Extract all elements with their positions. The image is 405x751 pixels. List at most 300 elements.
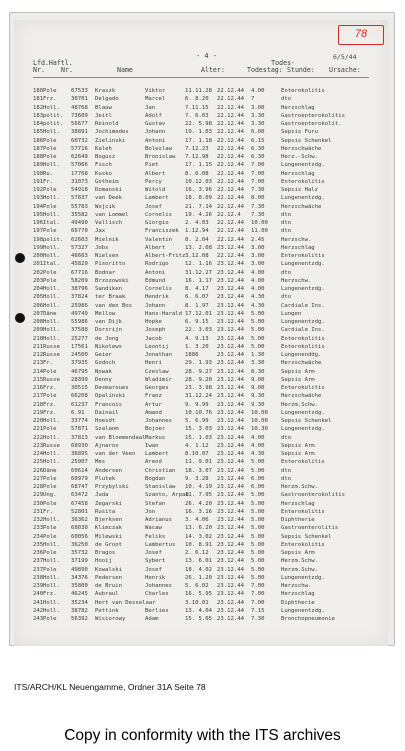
- row-cause: Lungenentzdg.: [281, 162, 325, 169]
- row-cause: Sepsis Halz: [281, 187, 319, 193]
- row-prisoner-number: 30701: [71, 96, 88, 103]
- row-death-date: 23.12.44: [217, 525, 244, 532]
- table-row: [33, 211, 373, 219]
- punch-hole: [15, 253, 25, 263]
- row-death-date: 22.12.44: [217, 129, 244, 136]
- row-birth-date: 5. 6.99: [185, 418, 209, 424]
- row-cause: Herzschlag: [281, 170, 315, 177]
- row-first-name: Christian: [145, 467, 176, 474]
- table-row: [33, 285, 373, 293]
- row-first-name: Josef: [145, 203, 162, 210]
- row-death-hour: 7.00: [251, 591, 265, 598]
- row-number: 211: [33, 343, 44, 350]
- table-row: [33, 376, 373, 384]
- table-row: [33, 120, 373, 128]
- row-surname: Sandiken: [95, 286, 122, 292]
- row-death-hour: 4.30: [251, 451, 265, 457]
- row-prisoner-number: 57871: [71, 426, 88, 433]
- row-surname: Jeitl: [95, 112, 112, 119]
- row-birth-date: 8.10.07: [185, 451, 209, 457]
- row-nationality: Pole: [43, 525, 57, 532]
- row-cause: Herz.-Schw.: [281, 154, 319, 160]
- row-birth-date: 10.10.76: [185, 409, 212, 416]
- row-nationality: Holl.: [43, 319, 60, 325]
- row-birth-date: 14. 3.02: [185, 533, 212, 540]
- row-prisoner-number: 60732: [71, 137, 88, 144]
- row-nationality: Holl.: [43, 607, 60, 614]
- row-death-hour: 4.00: [251, 442, 265, 449]
- row-number: 223: [33, 442, 44, 449]
- row-death-hour: 7.15: [251, 607, 265, 614]
- table-row: [33, 335, 373, 343]
- row-death-hour: 5.00: [251, 327, 265, 334]
- row-first-name: Sybert: [145, 558, 166, 565]
- row-nationality: Pole: [43, 228, 57, 235]
- row-nationality: Holl.: [43, 451, 60, 457]
- header-col-age: Alter:: [201, 66, 225, 74]
- row-nationality: Frz.: [43, 401, 57, 408]
- row-first-name: Bojoer: [145, 426, 166, 433]
- row-death-date: 23.12.44: [217, 360, 244, 367]
- row-first-name: Rodrigo: [145, 261, 169, 268]
- row-death-date: 22.12.44: [217, 236, 244, 243]
- table-row: [33, 491, 373, 499]
- row-number: 220: [33, 418, 44, 424]
- table-row: [33, 137, 373, 145]
- header-col-no: Nr.: [33, 66, 45, 74]
- row-birth-date: 16. 3.96: [185, 187, 212, 193]
- row-cause: Herzschw.: [281, 277, 312, 284]
- row-first-name: Bronislaw: [145, 154, 176, 160]
- row-prisoner-number: 17768: [71, 170, 88, 177]
- row-surname: Francois: [95, 401, 122, 408]
- row-nationality: Ital.: [43, 261, 60, 268]
- row-birth-date: 6. 8.20: [185, 96, 209, 103]
- row-first-name: Albert: [145, 170, 166, 177]
- row-death-date: 23.12.44: [217, 492, 244, 499]
- row-death-date: 23.12.44: [217, 327, 244, 334]
- row-number: 225: [33, 459, 44, 466]
- row-surname: Nikolews: [95, 343, 122, 350]
- row-first-name: Lambert: [145, 451, 169, 457]
- table-row: [33, 153, 373, 161]
- row-cause: dto: [281, 269, 292, 276]
- row-number: 232: [33, 517, 44, 523]
- row-nationality: Pole: [43, 277, 57, 284]
- row-first-name: Albert: [145, 244, 166, 251]
- row-number: 236: [33, 550, 44, 556]
- row-birth-date: 7. 6.03: [185, 112, 209, 119]
- row-nationality: polit.: [43, 112, 64, 119]
- row-prisoner-number: 25277: [71, 335, 88, 342]
- row-cause: Herzschwäche: [281, 203, 322, 210]
- row-birth-date: 2. 4.03: [185, 220, 209, 226]
- row-first-name: Boleslaw: [145, 145, 172, 152]
- row-prisoner-number: 34376: [71, 574, 88, 581]
- row-death-hour: 7.30: [251, 203, 265, 210]
- row-number: 186: [33, 137, 44, 144]
- row-birth-date: 31.12.27: [185, 269, 212, 276]
- row-first-name: Josef: [145, 550, 162, 556]
- table-row: [33, 145, 373, 153]
- row-birth-date: 7.12.23: [185, 145, 209, 152]
- row-cause: Cardiale Ins.: [281, 327, 325, 334]
- row-number: 240: [33, 591, 44, 598]
- row-death-date: 22.12.44: [217, 154, 244, 160]
- table-row: [33, 359, 373, 367]
- row-surname: Desmaroues: [95, 385, 129, 391]
- row-prisoner-number: 57837: [71, 195, 88, 202]
- row-prisoner-number: 68747: [71, 484, 88, 490]
- row-nationality: Holl.: [43, 294, 60, 301]
- row-death-hour: 5.00: [251, 533, 265, 540]
- row-death-date: 23.12.44: [217, 418, 244, 424]
- row-nationality: Russe: [43, 352, 60, 358]
- row-cause: Sepsis Furu: [281, 129, 319, 136]
- row-death-hour: 6.30: [251, 154, 265, 160]
- row-first-name: Edmund: [145, 277, 166, 284]
- row-birth-date: 13. 6.01: [185, 558, 212, 565]
- row-number: 219: [33, 409, 44, 416]
- row-number: 233: [33, 525, 44, 532]
- row-cause: Diphtherie: [281, 517, 315, 523]
- row-surname: ter Braak: [95, 294, 126, 301]
- row-cause: Gastroenterokolitis: [281, 112, 345, 119]
- row-number: 237: [33, 558, 44, 565]
- row-first-name: Lambert: [145, 195, 169, 202]
- row-nationality: Holl.: [43, 574, 60, 581]
- row-nationality: Pole: [43, 566, 57, 573]
- row-number: 193: [33, 195, 44, 202]
- row-prisoner-number: 57716: [71, 145, 88, 152]
- row-prisoner-number: 66770: [71, 228, 88, 235]
- row-nationality: Pole: [43, 154, 57, 160]
- row-death-hour: 7.00: [251, 599, 265, 606]
- row-nationality: Frz.: [43, 409, 57, 416]
- row-cause: Lungenentzdg.: [281, 409, 325, 416]
- row-prisoner-number: 38782: [71, 607, 88, 614]
- row-first-name: Albert-Fritz: [145, 253, 186, 259]
- row-prisoner-number: 62603: [71, 236, 88, 243]
- row-surname: Hoesdt: [95, 418, 116, 424]
- row-nationality: Pole: [43, 475, 57, 482]
- table-row: [33, 87, 373, 95]
- row-surname: Geier: [95, 352, 112, 358]
- row-nationality: Russe: [43, 343, 60, 350]
- row-nationality: Frz.: [43, 385, 57, 391]
- row-nationality: Holl.: [43, 244, 60, 251]
- row-surname: Jax: [95, 228, 106, 235]
- row-first-name: Henri: [145, 360, 162, 367]
- row-prisoner-number: 49490: [71, 220, 88, 226]
- row-birth-date: 7.12.98: [185, 154, 209, 160]
- row-number: 180: [33, 88, 44, 94]
- row-prisoner-number: 38891: [71, 129, 88, 136]
- header-col-name: Name: [117, 66, 133, 74]
- row-death-date: 22.12.44: [217, 178, 244, 185]
- row-surname: Brzozowski: [95, 277, 129, 284]
- row-birth-date: 19. 1.03: [185, 129, 212, 136]
- row-prisoner-number: 67458: [71, 500, 88, 507]
- row-number: 237: [33, 566, 44, 573]
- row-surname: Rusita: [95, 508, 116, 515]
- table-row: [33, 557, 373, 565]
- row-number: 192: [33, 187, 44, 193]
- table-row: [33, 434, 373, 442]
- row-birth-date: 13. 2.08: [185, 244, 212, 251]
- row-first-name: Amand: [145, 409, 162, 416]
- row-number: 200: [33, 253, 44, 259]
- row-first-name: Berlies: [145, 607, 169, 614]
- row-cause: Enterokolitis: [281, 541, 325, 548]
- row-nationality: Holl.: [43, 558, 60, 565]
- row-death-hour: 4.00: [251, 88, 265, 94]
- row-prisoner-number: 62649: [71, 154, 88, 160]
- row-cause: Gastroenterolitis: [281, 525, 339, 532]
- row-birth-date: 17.12.01: [185, 310, 212, 317]
- row-cause: Lungenentzdg.: [281, 426, 325, 433]
- row-first-name: Wladimir: [145, 376, 172, 383]
- row-death-date: 23.12.44: [217, 393, 244, 400]
- row-death-hour: 5.00: [251, 541, 265, 548]
- archive-stamp: [338, 25, 384, 45]
- row-death-hour: 3.00: [251, 244, 265, 251]
- table-row: [33, 227, 373, 235]
- row-prisoner-number: 37588: [71, 327, 88, 334]
- row-first-name: Hans-Harald: [145, 310, 183, 317]
- row-cause: Bronchopneumonie: [281, 616, 335, 622]
- row-death-hour: 7.00: [251, 178, 265, 185]
- row-death-date: 22.12.44: [217, 187, 244, 193]
- row-nationality: Pole: [43, 88, 57, 94]
- row-nationality: Holl.: [43, 253, 60, 259]
- row-first-name: Johannes: [145, 583, 172, 589]
- table-row: [33, 458, 373, 466]
- row-birth-date: 16. 5.95: [185, 591, 212, 598]
- row-surname: Gotheim: [95, 178, 119, 185]
- row-prisoner-number: 67716: [71, 269, 88, 276]
- row-prisoner-number: 37813: [71, 434, 88, 441]
- row-birth-date: 11. 9.01: [185, 459, 212, 466]
- row-first-name: Artur: [145, 401, 162, 408]
- row-surname: Milewski: [95, 533, 122, 540]
- row-cause: Sepsis Arm: [281, 376, 315, 383]
- row-death-date: 23.12.44: [217, 434, 244, 441]
- row-nationality: Holl.: [43, 104, 60, 111]
- row-number: 207: [33, 310, 44, 317]
- row-surname: Domanski: [95, 187, 122, 193]
- row-prisoner-number: 25907: [71, 459, 88, 466]
- row-death-hour: 4.00: [251, 286, 265, 292]
- row-number: 209: [33, 327, 44, 334]
- table-row: [33, 574, 373, 582]
- table-row: [33, 401, 373, 409]
- punch-hole: [15, 313, 25, 323]
- row-surname: Mielnik: [95, 236, 119, 243]
- row-prisoner-number: 30515: [71, 385, 88, 391]
- row-number: 203: [33, 277, 44, 284]
- row-first-name: Antoni: [145, 269, 166, 276]
- row-prisoner-number: 66208: [71, 393, 88, 400]
- row-nationality: Holl.: [43, 599, 60, 606]
- row-number: 238: [33, 574, 44, 581]
- row-prisoner-number: 56677: [71, 121, 88, 127]
- row-cause: Herzm.Schw.: [281, 484, 319, 490]
- table-row: [33, 244, 373, 252]
- row-death-date: 22.12.44: [217, 96, 244, 103]
- row-birth-date: 8. 2.04: [185, 236, 209, 243]
- table-row: [33, 277, 373, 285]
- row-number: 239: [33, 583, 44, 589]
- row-death-hour: 5.00: [251, 335, 265, 342]
- row-first-name: Franz: [145, 393, 162, 400]
- row-number: 217: [33, 393, 44, 400]
- row-surname: Nielsen: [95, 253, 119, 259]
- row-first-name: Feliks: [145, 533, 166, 540]
- row-prisoner-number: 67533: [71, 88, 88, 94]
- row-surname: Bogusz: [95, 154, 116, 160]
- row-number: 182: [33, 104, 44, 111]
- row-nationality: Fr.: [43, 360, 54, 367]
- row-surname: Kusko: [95, 170, 112, 177]
- row-surname: van Lommel: [95, 211, 129, 218]
- row-death-date: 22.12.44: [217, 220, 244, 226]
- row-nationality: Pole: [43, 426, 57, 433]
- row-number: 235: [33, 541, 44, 548]
- row-surname: Nowak: [95, 368, 112, 375]
- row-death-date: 22.12.44: [217, 121, 244, 127]
- row-death-hour: 4.00: [251, 277, 265, 284]
- table-row: [33, 343, 373, 351]
- row-surname: Pettink: [95, 607, 119, 614]
- row-surname: Ajnarov: [95, 442, 119, 449]
- row-death-date: 23.12.44: [217, 566, 244, 573]
- row-surname: de Groot: [95, 541, 122, 548]
- row-surname: Jobs: [95, 244, 109, 251]
- row-number: 198: [33, 236, 44, 243]
- row-first-name: Markus: [145, 434, 166, 441]
- table-row: [33, 417, 373, 425]
- row-birth-date: 9. 3.28: [185, 475, 209, 482]
- row-prisoner-number: 68030: [71, 525, 88, 532]
- row-first-name: Cornelis: [145, 286, 172, 292]
- row-prisoner-number: 37935: [71, 360, 88, 367]
- row-cause: Sepsis Arm: [281, 550, 315, 556]
- row-number: 241: [33, 599, 44, 606]
- row-number: 229: [33, 492, 44, 499]
- row-first-name: Hendrik: [145, 294, 169, 301]
- row-birth-date: 18. 3.07: [185, 467, 212, 474]
- table-row: [33, 104, 373, 112]
- row-first-name: Adolf: [145, 112, 162, 119]
- row-surname: Wisiorowy: [95, 616, 126, 622]
- row-birth-date: 8. 4.17: [185, 286, 209, 292]
- row-death-date: 23.12.44: [217, 467, 244, 474]
- row-death-date: 23.12.44: [217, 550, 244, 556]
- row-nationality: Holl.: [43, 583, 60, 589]
- row-cause: Enterokolitis: [281, 253, 325, 259]
- row-prisoner-number: 46795: [71, 368, 88, 375]
- row-number: 213: [33, 360, 44, 367]
- row-number: 222: [33, 434, 44, 441]
- row-cause: Sepsis Schenkel: [281, 533, 332, 540]
- row-birth-date: 4. 1.12: [185, 442, 209, 449]
- death-register-list: [33, 87, 373, 623]
- row-nationality: Ung.: [43, 492, 57, 499]
- row-nationality: Ru.: [43, 170, 54, 177]
- row-prisoner-number: 49749: [71, 310, 88, 317]
- row-cause: Lungenentzdg.: [281, 195, 325, 202]
- row-death-date: 23.12.44: [217, 269, 244, 276]
- row-death-hour: 6.30: [251, 145, 265, 152]
- table-row: [33, 599, 373, 607]
- row-surname: Fisch: [95, 162, 112, 169]
- row-cause: Enterokolitis: [281, 88, 325, 94]
- row-number: 228: [33, 484, 44, 490]
- row-death-date: 23.12.44: [217, 607, 244, 614]
- row-death-date: 23.12.44: [217, 558, 244, 565]
- row-death-date: 23.12.44: [217, 335, 244, 342]
- row-death-hour: 7: [251, 96, 255, 103]
- row-death-hour: 7.30: [251, 616, 265, 622]
- row-death-date: 23.12.44: [217, 459, 244, 466]
- row-death-date: 23.12.44: [217, 517, 244, 523]
- header-col-hour: Stunde:: [287, 66, 315, 74]
- row-cause: Lungenentzdg.: [281, 319, 325, 325]
- row-first-name: Valentin: [145, 236, 172, 243]
- row-birth-date: 28. 9.27: [185, 368, 212, 375]
- row-first-name: Adrianus: [145, 517, 172, 523]
- row-surname: van der Veen: [95, 451, 136, 457]
- row-first-name: Johann: [145, 302, 166, 309]
- row-first-name: Marcel: [145, 96, 166, 103]
- row-prisoner-number: 24500: [71, 352, 88, 358]
- row-death-hour: 7.30: [251, 187, 265, 193]
- table-row: [33, 508, 373, 516]
- row-birth-date: 10. 8.91: [185, 541, 212, 548]
- row-first-name: Joseph: [145, 327, 166, 334]
- row-prisoner-number: 36250: [71, 541, 88, 548]
- row-death-hour: 5.00: [251, 492, 265, 499]
- row-surname: de Jong: [95, 335, 119, 342]
- row-surname: Szalanm: [95, 426, 119, 433]
- row-death-hour: 5.00: [251, 517, 265, 523]
- row-prisoner-number: 46603: [71, 253, 88, 259]
- row-nationality: Holl.: [43, 211, 60, 218]
- row-birth-date: 13. 4.04: [185, 607, 212, 614]
- row-surname: Mellow: [95, 310, 116, 317]
- row-death-hour: 3.30: [251, 121, 265, 127]
- row-surname: Kraszk: [95, 88, 116, 94]
- row-cause: Herzschw.: [281, 583, 312, 589]
- row-number: 199: [33, 244, 44, 251]
- row-first-name: Georges: [145, 385, 169, 391]
- row-cause: Gastroenterokolitis: [281, 492, 345, 499]
- row-death-hour: 10.30: [251, 426, 268, 433]
- row-death-date: 23.12.44: [217, 343, 244, 350]
- row-cause: Herzschw.: [281, 236, 312, 243]
- row-death-date: 23.12.44: [217, 541, 244, 548]
- table-row: [33, 112, 373, 120]
- row-prisoner-number: 35234: [71, 599, 88, 606]
- row-birth-date: 13. 6.20: [185, 525, 212, 532]
- row-surname: Andersen: [95, 467, 122, 474]
- row-cause: Sepsis Arm: [281, 451, 315, 457]
- row-first-name: Stanislaw: [145, 484, 176, 490]
- table-row: [33, 186, 373, 194]
- row-death-hour: 5.00: [251, 574, 265, 581]
- row-surname: Pisoritto: [95, 261, 126, 268]
